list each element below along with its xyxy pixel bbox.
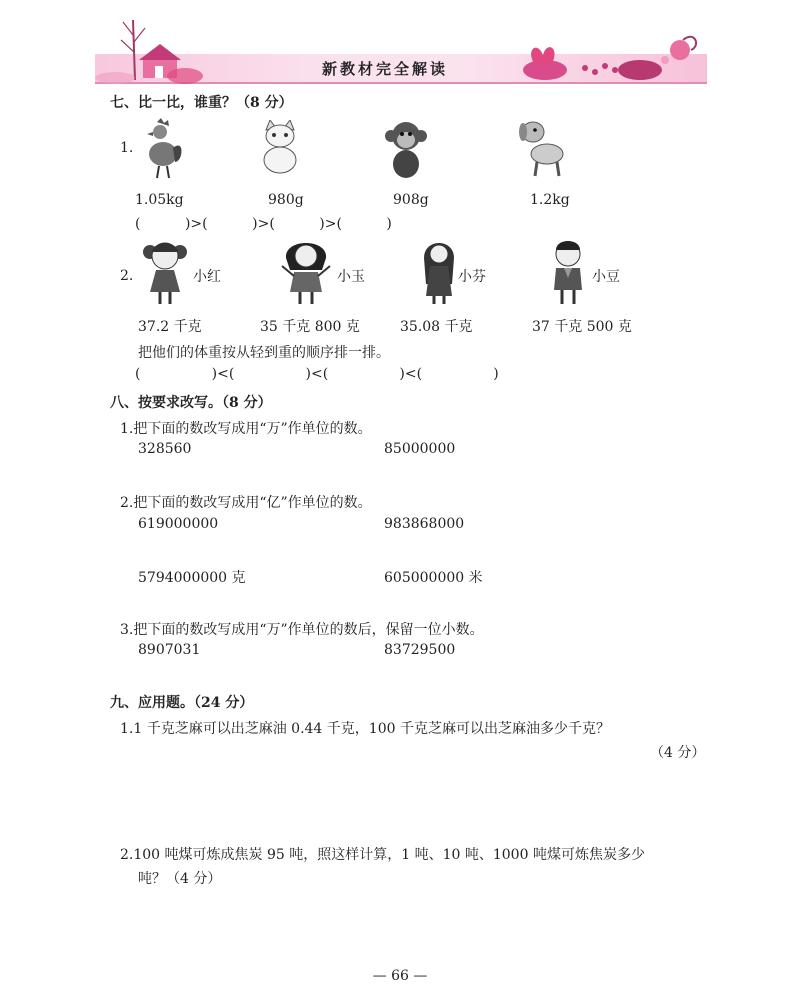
section7-heading: 七、比一比，谁重？（8 分） [110,95,293,111]
kid-name-xiaodou: 小豆 [592,269,620,285]
q8-2-text: 2.把下面的数改写成用“亿”作单位的数。 [120,495,372,511]
page-header [95,10,707,88]
q8-2-row2-left: 5794000000 克 [138,570,246,586]
monkey-icon [383,118,429,180]
q7-2-instruction: 把他们的体重按从轻到重的顺序排一排。 [138,345,390,361]
kid-name-xiaoyu: 小玉 [337,269,365,285]
cat-icon [258,120,304,176]
dog-icon [513,118,569,180]
boy-xiaodou-icon [544,238,592,306]
rooster-icon [135,118,185,182]
xiaodou-weight: 37 千克 500 克 [532,319,632,335]
header-title: 新教材完全解读 [321,60,448,78]
monkey-weight: 908g [393,192,429,208]
rooster-weight: 1.05kg [135,192,184,208]
q8-3-text: 3.把下面的数改写成用“万”作单位的数后，保留一位小数。 [120,622,484,638]
kid-name-xiaofen: 小芬 [458,269,486,285]
xiaoyu-weight: 35 千克 800 克 [260,319,360,335]
xiaofen-weight: 35.08 千克 [400,319,473,335]
q8-3-number-left: 8907031 [138,642,201,658]
q8-2-row1-left: 619000000 [138,516,219,532]
cat-weight: 980g [268,192,304,208]
q9-1-text: 1.1 千克芝麻可以出芝麻油 0.44 千克，100 千克芝麻可以出芝麻油多少千克？ [120,721,610,737]
q8-3-number-right: 83729500 [384,642,456,658]
q7-1-answer-blanks[interactable]: ( )>( )>( )>( ) [135,216,392,232]
q8-1-text: 1.把下面的数改写成用“万”作单位的数。 [120,421,372,437]
page-number: — 66 — [372,968,428,984]
section9-heading: 九、应用题。（24 分） [110,695,254,711]
q8-2-row2-right: 605000000 米 [384,570,483,586]
kid-name-xiaohong: 小红 [193,269,221,285]
girl-xiaofen-icon [418,238,460,306]
q8-1-number-left: 328560 [138,441,192,457]
tree-house-icon [95,10,205,88]
q7-2-answer-blanks[interactable]: ( )<( )<( )<( ) [135,366,499,382]
q8-1-number-right: 85000000 [384,441,456,457]
xiaohong-weight: 37.2 千克 [138,319,202,335]
dog-weight: 1.2kg [530,192,570,208]
q8-2-row1-right: 983868000 [384,516,465,532]
girl-xiaohong-icon [140,238,190,306]
flower-decoration-icon [515,10,707,88]
q7-2-number: 2. [120,268,134,284]
q9-1-score: （4 分） [650,745,706,761]
girl-xiaoyu-icon [278,236,334,306]
q7-1-number: 1. [120,140,134,156]
q9-2-line1: 2.100 吨煤可炼成焦炭 95 吨，照这样计算，1 吨、10 吨、1000 吨煤可炼焦炭多少 [120,847,645,863]
section8-heading: 八、按要求改写。（8 分） [110,395,272,411]
q9-2-line2: 吨？（4 分） [138,871,222,887]
